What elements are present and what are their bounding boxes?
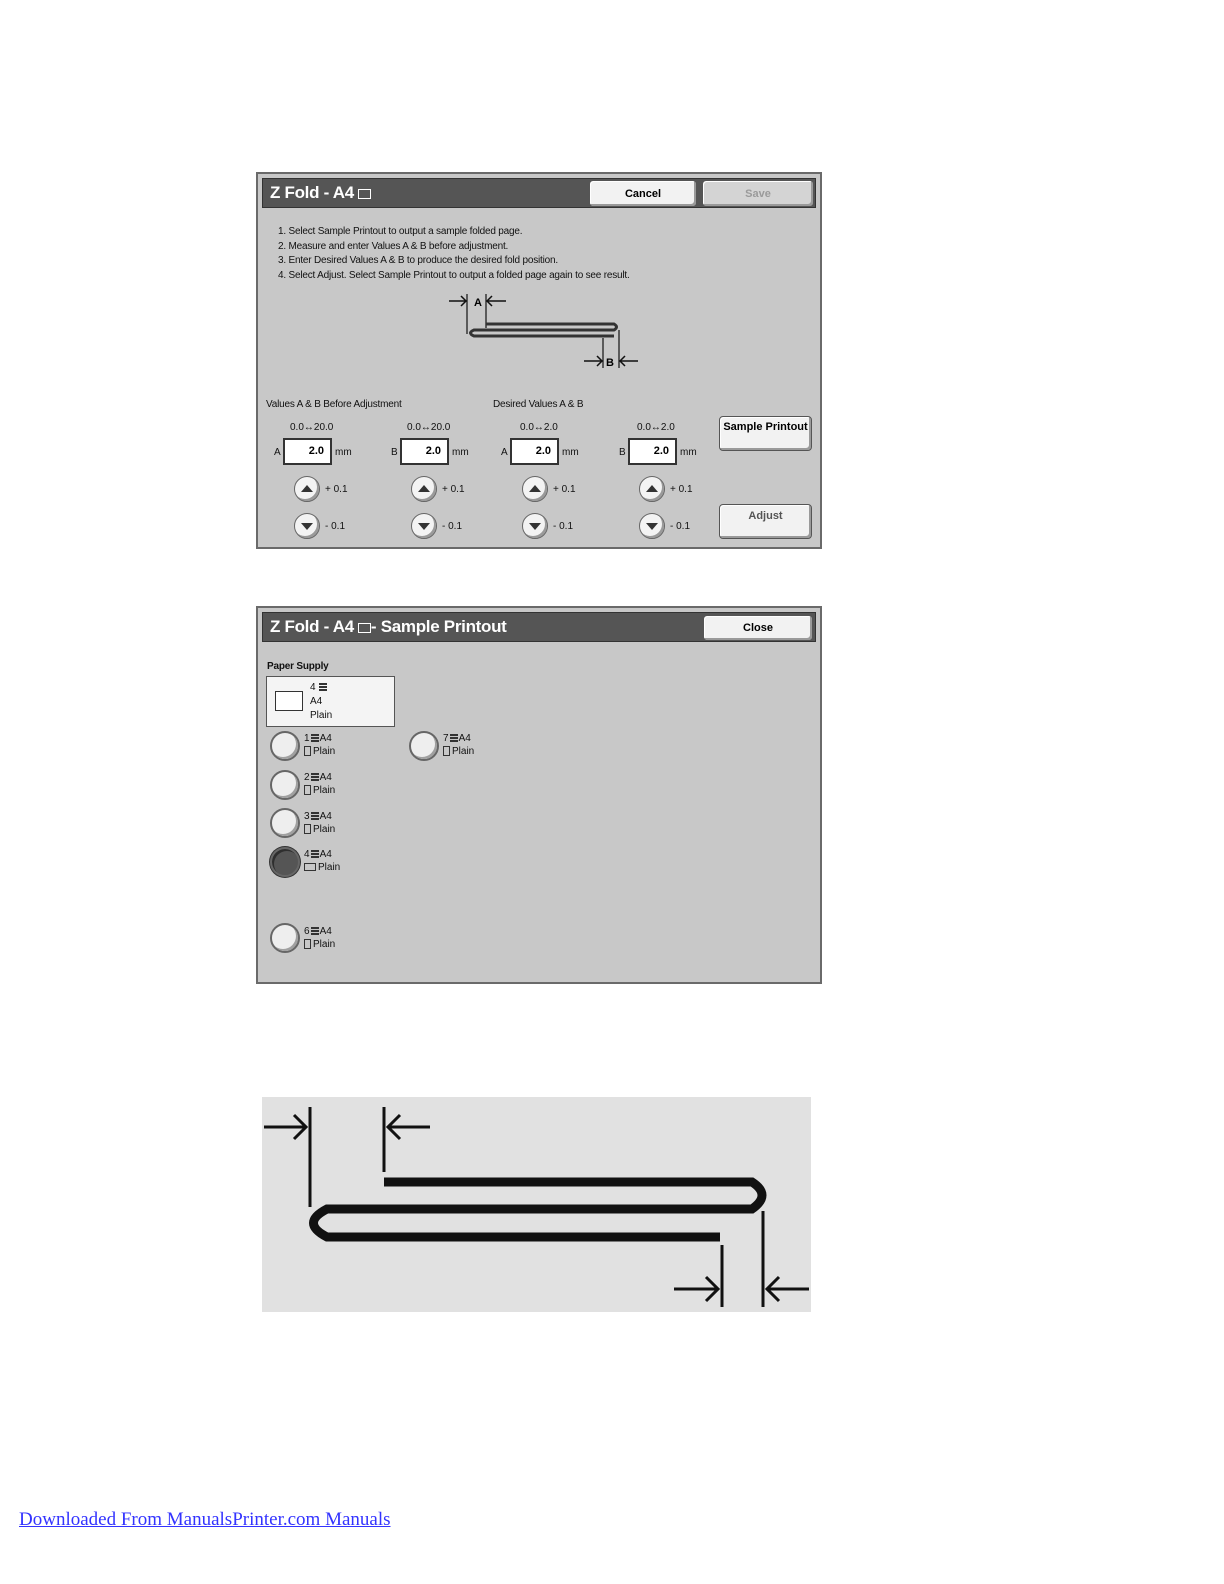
field-letter: A	[274, 447, 281, 458]
instruction-step: 4. Select Adjust. Select Sample Printout to output a folded page again to see result.	[278, 269, 630, 281]
close-button[interactable]: Close	[703, 615, 813, 641]
range-label: 0.0↔20.0	[407, 422, 451, 433]
portrait-paper-icon	[443, 746, 450, 756]
paper-stack-icon	[311, 773, 319, 781]
z-fold-illustration	[262, 1097, 811, 1312]
before-values-label: Values A & B Before Adjustment	[266, 399, 402, 410]
step-label: + 0.1	[553, 484, 576, 495]
paper-orientation-icon	[358, 623, 371, 633]
paper-stack-icon	[311, 812, 319, 820]
paper-stack-icon	[319, 683, 327, 691]
instruction-step: 2. Measure and enter Values A & B before adjustment.	[278, 240, 509, 252]
decrement-button[interactable]	[411, 513, 437, 539]
step-label: - 0.1	[670, 521, 691, 532]
field-letter: A	[501, 447, 508, 458]
range-label: 0.0↔2.0	[637, 422, 675, 433]
tray-7-radio[interactable]	[409, 731, 439, 761]
increment-button[interactable]	[411, 476, 437, 502]
tray-1-radio[interactable]	[270, 731, 300, 761]
tray-4-radio[interactable]	[270, 847, 300, 877]
adjust-button[interactable]: Adjust	[719, 504, 812, 539]
paper-stack-icon	[311, 850, 319, 858]
unit-label: mm	[680, 447, 697, 458]
tray-2-label: 2 A4 Plain	[304, 772, 336, 796]
portrait-paper-icon	[304, 785, 311, 795]
down-arrow-icon	[646, 523, 658, 530]
paper-stack-icon	[311, 927, 319, 935]
unit-label: mm	[562, 447, 579, 458]
down-arrow-icon	[529, 523, 541, 530]
tray-2-radio[interactable]	[270, 770, 300, 800]
down-arrow-icon	[418, 523, 430, 530]
portrait-paper-icon	[304, 824, 311, 834]
paper-stack-icon	[450, 734, 458, 742]
tray-6-label: 6 A4 Plain	[304, 926, 336, 950]
range-label: 0.0↔2.0	[520, 422, 558, 433]
range-label: 0.0↔20.0	[290, 422, 334, 433]
fold-diagram-large	[262, 1097, 811, 1312]
paper-stack-icon	[311, 734, 319, 742]
step-label: + 0.1	[670, 484, 693, 495]
diagram-label-a: A	[474, 297, 482, 309]
desired-values-label: Desired Values A & B	[493, 399, 584, 410]
desired-b-field[interactable]: 2.0	[628, 438, 677, 465]
save-button[interactable]: Save	[702, 180, 814, 207]
increment-button[interactable]	[294, 476, 320, 502]
z-fold-adjustment-panel	[256, 172, 822, 549]
step-label: + 0.1	[325, 484, 348, 495]
diagram-label-b: B	[606, 357, 614, 369]
field-letter: B	[619, 447, 626, 458]
sample-printout-panel	[256, 606, 822, 984]
increment-button[interactable]	[639, 476, 665, 502]
fold-diagram-small	[442, 286, 642, 376]
instruction-step: 1. Select Sample Printout to output a sample folded page.	[278, 226, 523, 237]
cancel-button[interactable]: Cancel	[589, 180, 697, 207]
footer-link[interactable]: Downloaded From ManualsPrinter.com Manuals	[19, 1509, 391, 1530]
paper-orientation-icon	[358, 189, 371, 199]
current-tray-info: 4 A4 Plain	[310, 682, 333, 721]
step-label: - 0.1	[442, 521, 463, 532]
desired-a-field[interactable]: 2.0	[510, 438, 559, 465]
current-paper-supply[interactable]	[266, 676, 395, 727]
step-label: + 0.1	[442, 484, 465, 495]
decrement-button[interactable]	[639, 513, 665, 539]
portrait-paper-icon	[304, 939, 311, 949]
unit-label: mm	[335, 447, 352, 458]
landscape-paper-icon	[304, 863, 316, 871]
up-arrow-icon	[418, 485, 430, 492]
portrait-paper-icon	[304, 746, 311, 756]
paper-tray-icon	[275, 691, 303, 711]
step-label: - 0.1	[553, 521, 574, 532]
panel-title: Z Fold - A4 - Sample Printout	[270, 617, 507, 636]
tray-7-label: 7 A4 Plain	[443, 733, 475, 757]
up-arrow-icon	[529, 485, 541, 492]
increment-button[interactable]	[522, 476, 548, 502]
up-arrow-icon	[301, 485, 313, 492]
field-letter: B	[391, 447, 398, 458]
decrement-button[interactable]	[522, 513, 548, 539]
sample-printout-button[interactable]: Sample Printout	[719, 416, 812, 451]
up-arrow-icon	[646, 485, 658, 492]
step-label: - 0.1	[325, 521, 346, 532]
panel-title: Z Fold - A4	[270, 183, 371, 203]
tray-6-radio[interactable]	[270, 923, 300, 953]
tray-1-label: 1 A4 Plain	[304, 733, 336, 757]
unit-label: mm	[452, 447, 469, 458]
decrement-button[interactable]	[294, 513, 320, 539]
before-a-field[interactable]: 2.0	[283, 438, 332, 465]
down-arrow-icon	[301, 523, 313, 530]
tray-3-radio[interactable]	[270, 808, 300, 838]
before-b-field[interactable]: 2.0	[400, 438, 449, 465]
paper-supply-label: Paper Supply	[267, 661, 329, 672]
tray-4-label: 4 A4 Plain	[304, 849, 341, 873]
instruction-step: 3. Enter Desired Values A & B to produce the desired fold position.	[278, 255, 558, 266]
tray-3-label: 3 A4 Plain	[304, 811, 336, 835]
instructions-list	[278, 225, 630, 283]
